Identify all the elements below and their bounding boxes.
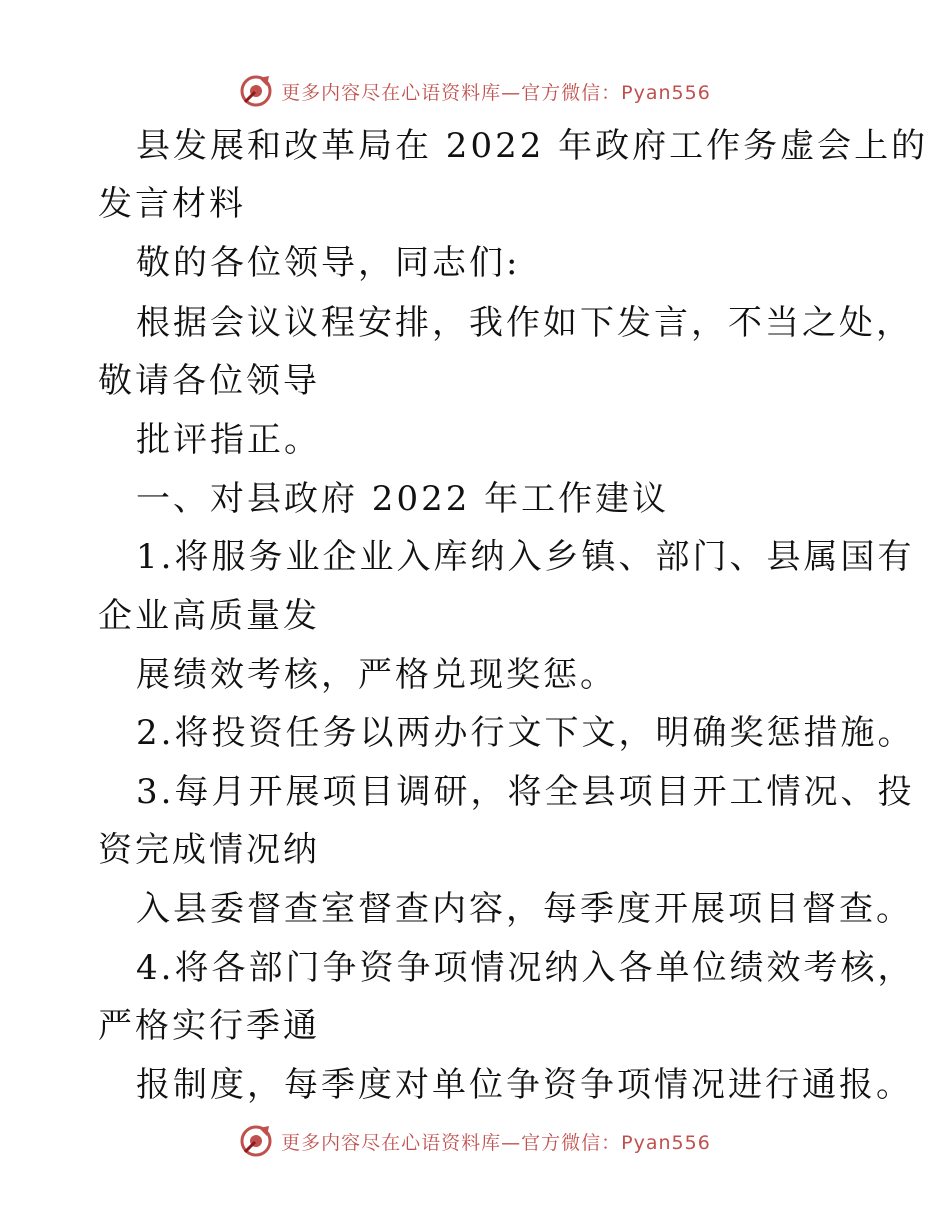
doc-title-line-2: 发言材料 bbox=[98, 184, 246, 224]
list-item-line: 资完成情况纳 bbox=[98, 830, 320, 870]
list-item-line: 企业高质量发 bbox=[98, 596, 320, 636]
doc-title-line-1: 县发展和改革局在 2022 年政府工作务虚会上的 bbox=[136, 126, 929, 166]
salutation: 敬的各位领导，同志们: bbox=[136, 243, 521, 283]
watermark-logo-icon bbox=[239, 1124, 273, 1158]
list-item-line: 报制度，每季度对单位争资争项情况进行通报。 bbox=[136, 1065, 913, 1105]
list-item-line: 1.将服务业企业入库纳入乡镇、部门、县属国有 bbox=[136, 537, 915, 577]
watermark-logo-icon bbox=[239, 74, 273, 108]
list-item-line: 展绩效考核，严格兑现奖惩。 bbox=[136, 655, 617, 695]
header-watermark bbox=[0, 71, 950, 111]
paragraph-line: 敬请各位领导 bbox=[98, 361, 320, 401]
list-item-line: 严格实行季通 bbox=[98, 1006, 320, 1046]
list-item-line: 3.每月开展项目调研，将全县项目开工情况、投 bbox=[136, 772, 915, 812]
list-item-line: 入县委督查室督查内容，每季度开展项目督查。 bbox=[136, 889, 913, 929]
paragraph-line: 根据会议议程安排，我作如下发言，不当之处， bbox=[136, 303, 913, 343]
list-item-line: 4.将各部门争资争项情况纳入各单位绩效考核， bbox=[136, 948, 915, 988]
watermark-text: 更多内容尽在心语资料库—官方微信：Pyan556 bbox=[281, 81, 711, 104]
watermark-text: 更多内容尽在心语资料库—官方微信：Pyan556 bbox=[281, 1131, 711, 1154]
footer-watermark bbox=[0, 1121, 950, 1161]
paragraph-line: 批评指正。 bbox=[136, 420, 321, 460]
section-heading: 一、对县政府 2022 年工作建议 bbox=[136, 479, 670, 519]
list-item-line: 2.将投资任务以两办行文下文，明确奖惩措施。 bbox=[136, 713, 915, 753]
